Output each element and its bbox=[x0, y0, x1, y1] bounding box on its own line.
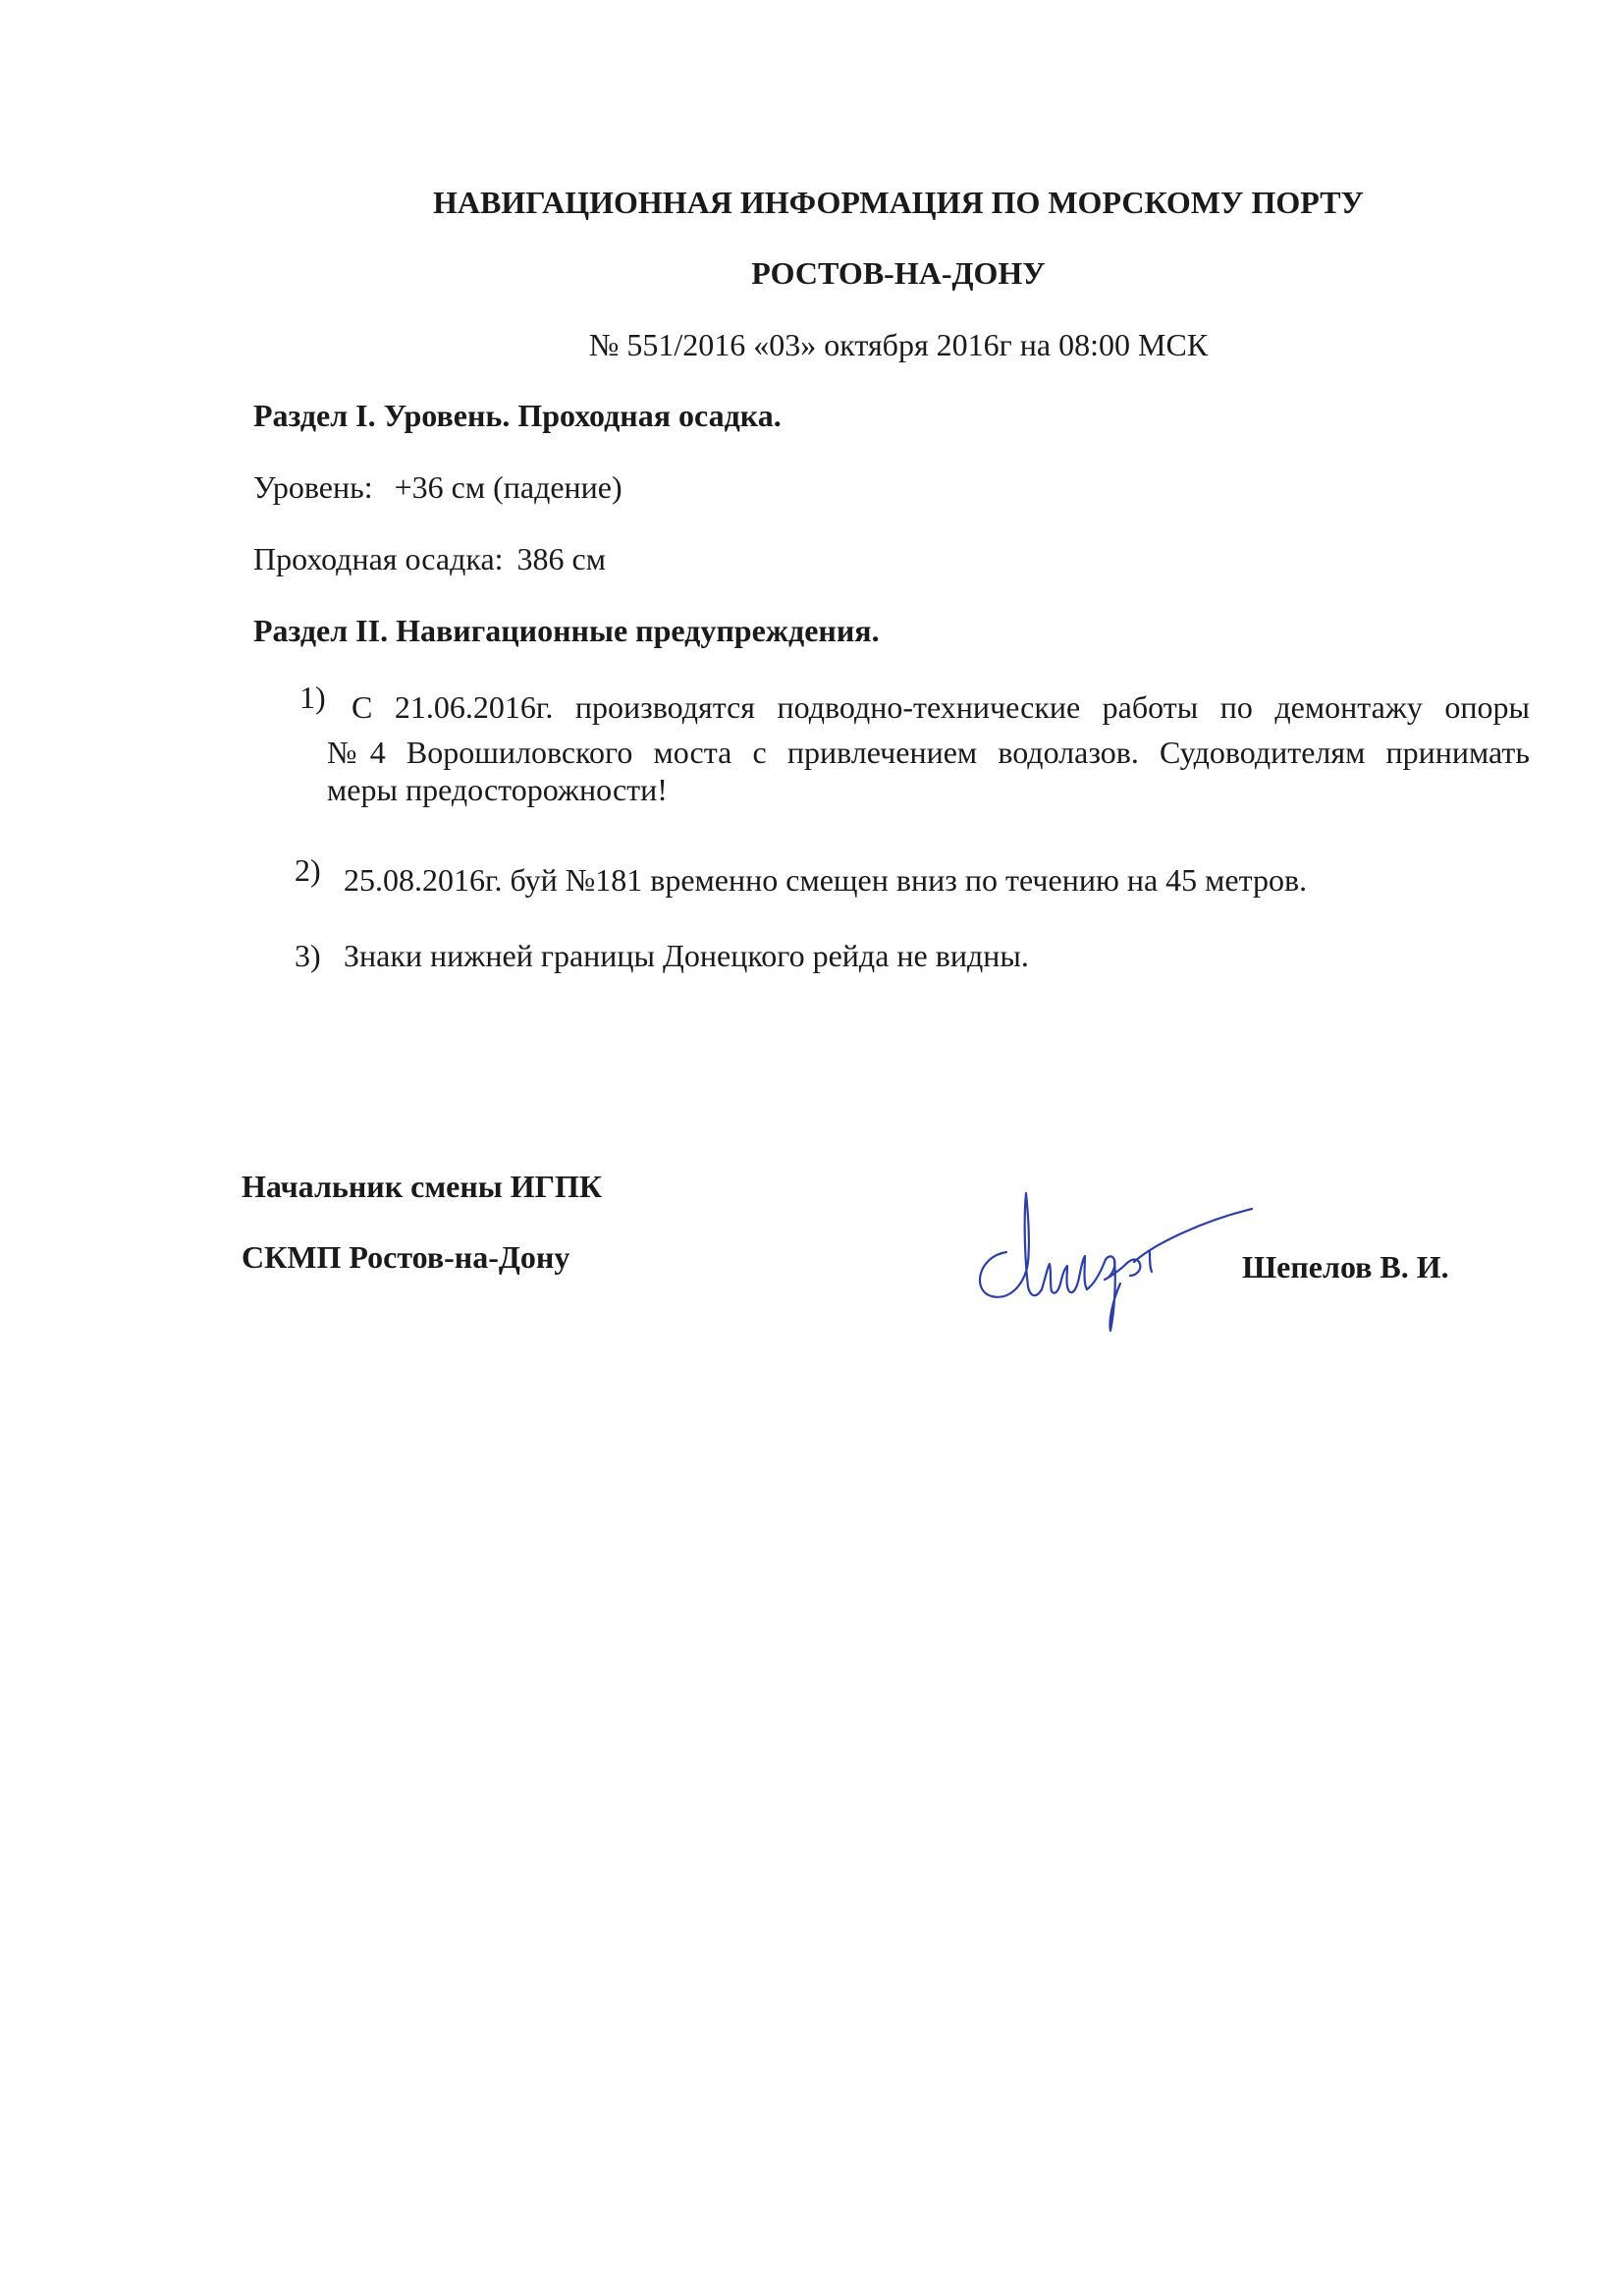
signoff-position-line1: Начальник смены ИГПК bbox=[242, 1169, 603, 1204]
warning-item-1-line1: С 21.06.2016г. производятся подводно-технические работы по демонтажу опоры bbox=[352, 689, 1530, 725]
warning-item-1-line3: меры предосторожности! bbox=[327, 772, 668, 807]
signoff-name: Шепелов В. И. bbox=[1242, 1249, 1449, 1285]
warning-item-1-line2: №4 Ворошиловского моста с привлечением водолазов. Судоводителям принимать bbox=[327, 735, 1530, 770]
warning-item-2-line1: 25.08.2016г. буй №181 временно смещен вниз по течению на 45 метров. bbox=[344, 862, 1308, 898]
section2-heading: Раздел II. Навигационные предупреждения. bbox=[253, 613, 880, 648]
document-title-line1: НАВИГАЦИОННАЯ ИНФОРМАЦИЯ ПО МОРСКОМУ ПОРТУ bbox=[432, 185, 1365, 220]
warning-item-3-line1: Знаки нижней границы Донецкого рейда не видны. bbox=[344, 938, 1029, 973]
draft-row bbox=[253, 541, 606, 577]
document-title-line2: РОСТОВ-НА-ДОНУ bbox=[751, 255, 1046, 291]
draft-value: 386 см bbox=[516, 541, 606, 576]
level-label: Уровень: bbox=[253, 469, 373, 505]
draft-label: Проходная осадка: bbox=[253, 541, 504, 576]
level-row bbox=[253, 469, 622, 506]
warning-item-3-number: 3) bbox=[295, 938, 321, 973]
section1-heading: Раздел I. Уровень. Проходная осадка. bbox=[253, 398, 782, 433]
warning-item-2-number: 2) bbox=[295, 852, 321, 888]
level-value: +36 см (падение) bbox=[394, 469, 622, 505]
warning-item-1-number: 1) bbox=[299, 680, 326, 715]
signoff-position-line2: СКМП Ростов-на-Дону bbox=[242, 1239, 570, 1275]
handwritten-signature bbox=[967, 1174, 1271, 1336]
document-number-date: № 551/2016 «03» октября 2016г на 08:00 МСК bbox=[588, 327, 1209, 362]
